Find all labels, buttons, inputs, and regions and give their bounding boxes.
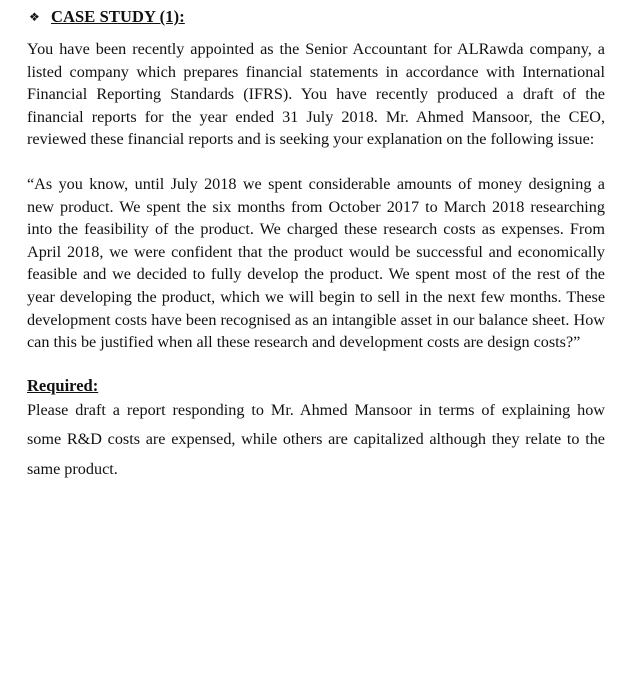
case-study-document (27, 6, 605, 484)
ceo-quote-paragraph: “As you know, until July 2018 we spent considerable amounts of money designing a new product. We spent the six months from October 2017 to March 2018 researching into the feasibility of the product. We charged these research costs as expenses. From April 2018, we were confident that the product would be successful and economically feasible and we decided to fully develop the product. We spent most of the rest of the year developing the product, which we will begin to sell in the next few months. These development costs have been recognised as an intangible asset in our balance sheet. How can this be justified when all these research and development costs are design costs?” (27, 174, 605, 352)
required-heading: Required: (27, 375, 99, 395)
required-text: Please draft a report responding to Mr. Ahmed Mansoor in terms of explaining how some R&D costs are expensed, while others are capitalized although they relate to the same product. (27, 400, 605, 478)
intro-paragraph: You have been recently appointed as the Senior Accountant for ALRawda company, a listed company which prepares financial statements in accordance with International Financial Reporting Standards (IFRS). You have recently produced a draft of the financial reports for the year ended 31 July 2018. Mr. Ahmed Mansoor, the CEO, reviewed these financial reports and is seeking your explanation on the following issue: (27, 40, 605, 149)
case-study-heading (29, 6, 605, 28)
case-study-title: CASE STUDY (1): (51, 7, 185, 26)
diamond-bullet-icon: ❖ (29, 10, 40, 24)
